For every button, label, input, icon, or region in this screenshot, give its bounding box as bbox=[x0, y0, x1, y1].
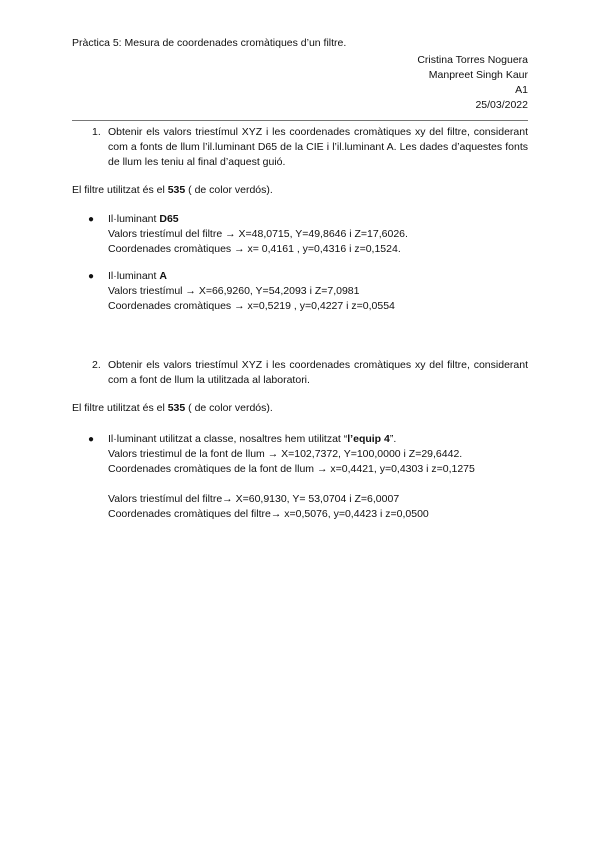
filter-line bbox=[72, 402, 273, 414]
source-tristimulus-values: Valors triestimul de la font de llum → X=102,7372, Y=100,0000 i Z=29,6442. bbox=[108, 448, 463, 460]
bullet-dot-icon: ● bbox=[88, 434, 95, 445]
filter-suffix: ( de color verdós). bbox=[188, 184, 273, 196]
illuminant-label-suffix: ”. bbox=[389, 433, 397, 445]
illuminant-name: D65 bbox=[159, 213, 179, 225]
list-item-lab-source bbox=[88, 432, 475, 522]
list-item-a bbox=[88, 269, 395, 314]
bullet-dot-icon: ● bbox=[88, 214, 95, 225]
chromatic-coordinates: Coordenades cromàtiques → x=0,5219 , y=0,4227 i z=0,0554 bbox=[108, 300, 395, 312]
question-number: 2. bbox=[92, 359, 101, 371]
author-name: Manpreet Singh Kaur bbox=[428, 69, 528, 81]
authors-block bbox=[417, 53, 528, 113]
equipment-name: l’equip 4 bbox=[347, 433, 390, 445]
question-text: Obtenir els valors triestímul XYZ i les coordenades cromàtiques xy del filtre, considerant com a fonts de llum l’il.luminant D65 de la CIE i l’il.luminant A. Les dades d’aquestes fonts de llum les teniu al final d’aquest guió. bbox=[108, 126, 528, 168]
chromatic-coordinates: Coordenades cromàtiques → x= 0,4161 , y=0,4316 i z=0,1524. bbox=[108, 243, 401, 255]
illuminant-label: Il·luminant bbox=[108, 270, 157, 282]
filter-prefix: El filtre utilitzat és el bbox=[72, 402, 165, 414]
question-2 bbox=[72, 358, 528, 388]
date-label: 25/03/2022 bbox=[475, 99, 528, 111]
filter-line bbox=[72, 184, 273, 196]
illuminant-label: Il·luminant utilitzat a classe, nosaltres hem utilitzat “ bbox=[108, 433, 348, 445]
filter-tristimulus-values: Valors triestímul del filtre→ X=60,9130, Y= 53,0704 i Z=6,0007 bbox=[108, 493, 400, 505]
filter-number: 535 bbox=[167, 402, 186, 414]
tristimulus-values: Valors triestímul → X=66,9260, Y=54,2093 i Z=7,0981 bbox=[108, 285, 360, 297]
bullet-dot-icon: ● bbox=[88, 271, 95, 282]
filter-suffix: ( de color verdós). bbox=[188, 402, 273, 414]
filter-prefix: El filtre utilitzat és el bbox=[72, 184, 165, 196]
illuminant-name: A bbox=[159, 270, 167, 282]
question-1 bbox=[72, 125, 528, 170]
filter-number: 535 bbox=[167, 184, 186, 196]
question-text: Obtenir els valors triestímul XYZ i les coordenades cromàtiques xy del filtre, considerant com a font de llum la utilitzada al laboratori. bbox=[108, 359, 528, 386]
tristimulus-values: Valors triestímul del filtre → X=48,0715, Y=49,8646 i Z=17,6026. bbox=[108, 228, 408, 240]
header-divider bbox=[72, 120, 528, 121]
illuminant-label: Il·luminant bbox=[108, 213, 157, 225]
list-item-d65 bbox=[88, 212, 408, 257]
group-label: A1 bbox=[515, 84, 528, 96]
doc-title: Pràctica 5: Mesura de coordenades cromàtiques d’un filtre. bbox=[72, 37, 347, 49]
filter-chromatic-coordinates: Coordenades cromàtiques del filtre→ x=0,5076, y=0,4423 i z=0,0500 bbox=[108, 508, 429, 520]
author-name: Cristina Torres Noguera bbox=[417, 54, 528, 66]
source-chromatic-coordinates: Coordenades cromàtiques de la font de llum → x=0,4421, y=0,4303 i z=0,1275 bbox=[108, 463, 475, 475]
question-number: 1. bbox=[92, 126, 101, 138]
